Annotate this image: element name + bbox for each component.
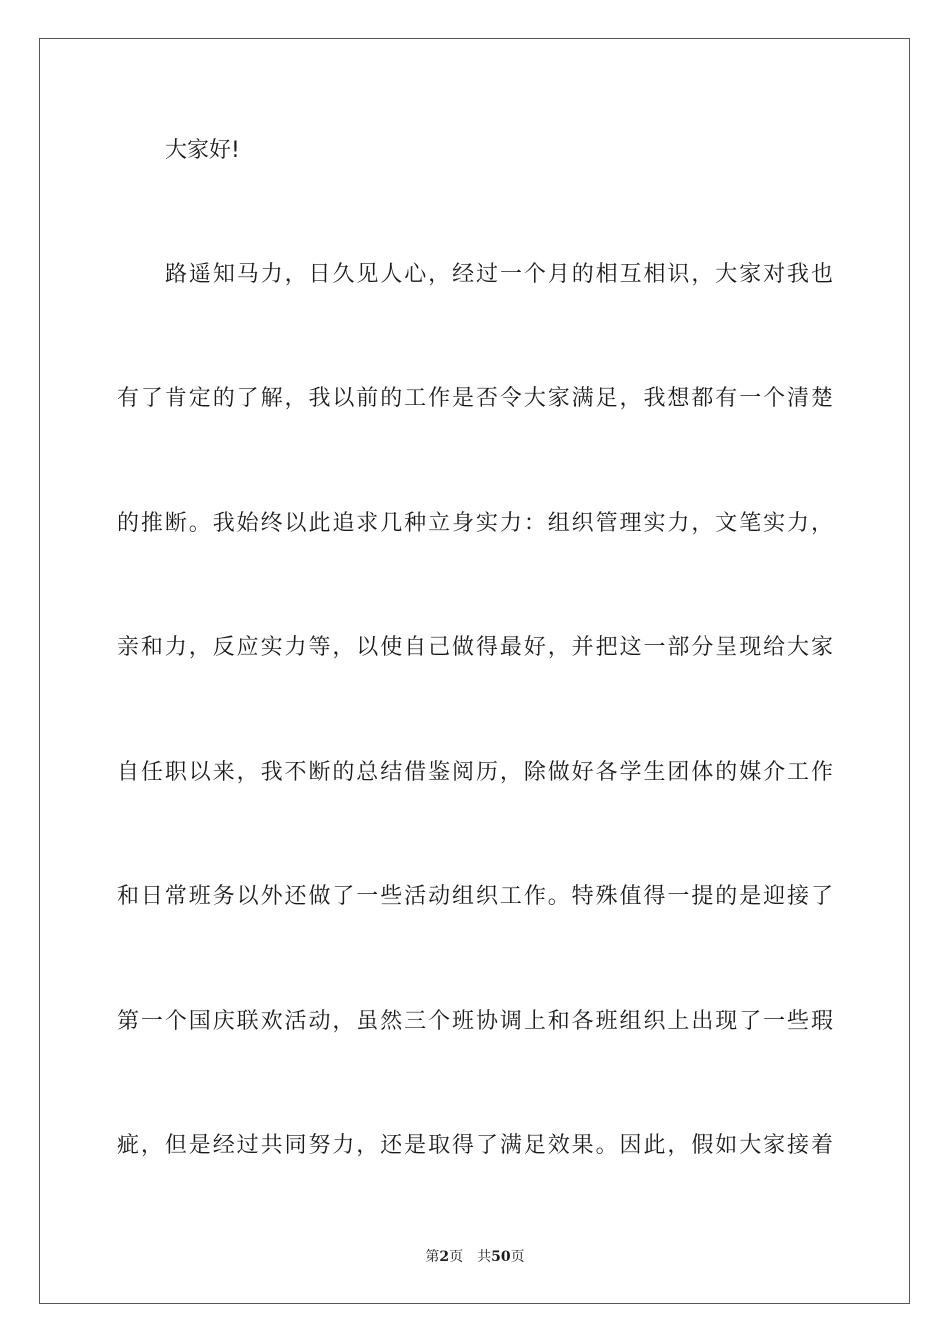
- body-line-2: 有了肯定的了解，我以前的工作是否令大家满足，我想都有一个清楚: [117, 386, 833, 411]
- body-line-3: 的推断。我始终以此追求几种立身实力：组织管理实力，文笔实力，: [117, 511, 833, 536]
- page-label-suffix: 页: [449, 1249, 464, 1265]
- body-line-7: 第一个国庆联欢活动，虽然三个班协调上和各班组织上出现了一些瑕: [117, 1009, 833, 1034]
- body-line-8: 疵，但是经过共同努力，还是取得了满足效果。因此，假如大家接着: [117, 1133, 833, 1158]
- body-line-1: 路遥知马力，日久见人心，经过一个月的相互相识，大家对我也: [165, 262, 833, 287]
- page-footer: [0, 1247, 950, 1267]
- body-line-6: 和日常班务以外还做了一些活动组织工作。特殊值得一提的是迎接了: [117, 884, 833, 909]
- body-line-5: 自任职以来，我不断的总结借鉴阅历，除做好各学生团体的媒介工作: [117, 760, 833, 785]
- greeting-line: 大家好!: [165, 138, 240, 163]
- total-label-prefix: 共: [477, 1249, 492, 1265]
- total-pages: 50: [491, 1249, 511, 1265]
- page-label-prefix: 第: [425, 1249, 440, 1265]
- page-number: 2: [439, 1249, 450, 1265]
- body-line-4: 亲和力，反应实力等，以使自己做得最好，并把这一部分呈现给大家: [117, 635, 833, 660]
- total-label-suffix: 页: [510, 1249, 525, 1265]
- page-frame: [39, 38, 910, 1304]
